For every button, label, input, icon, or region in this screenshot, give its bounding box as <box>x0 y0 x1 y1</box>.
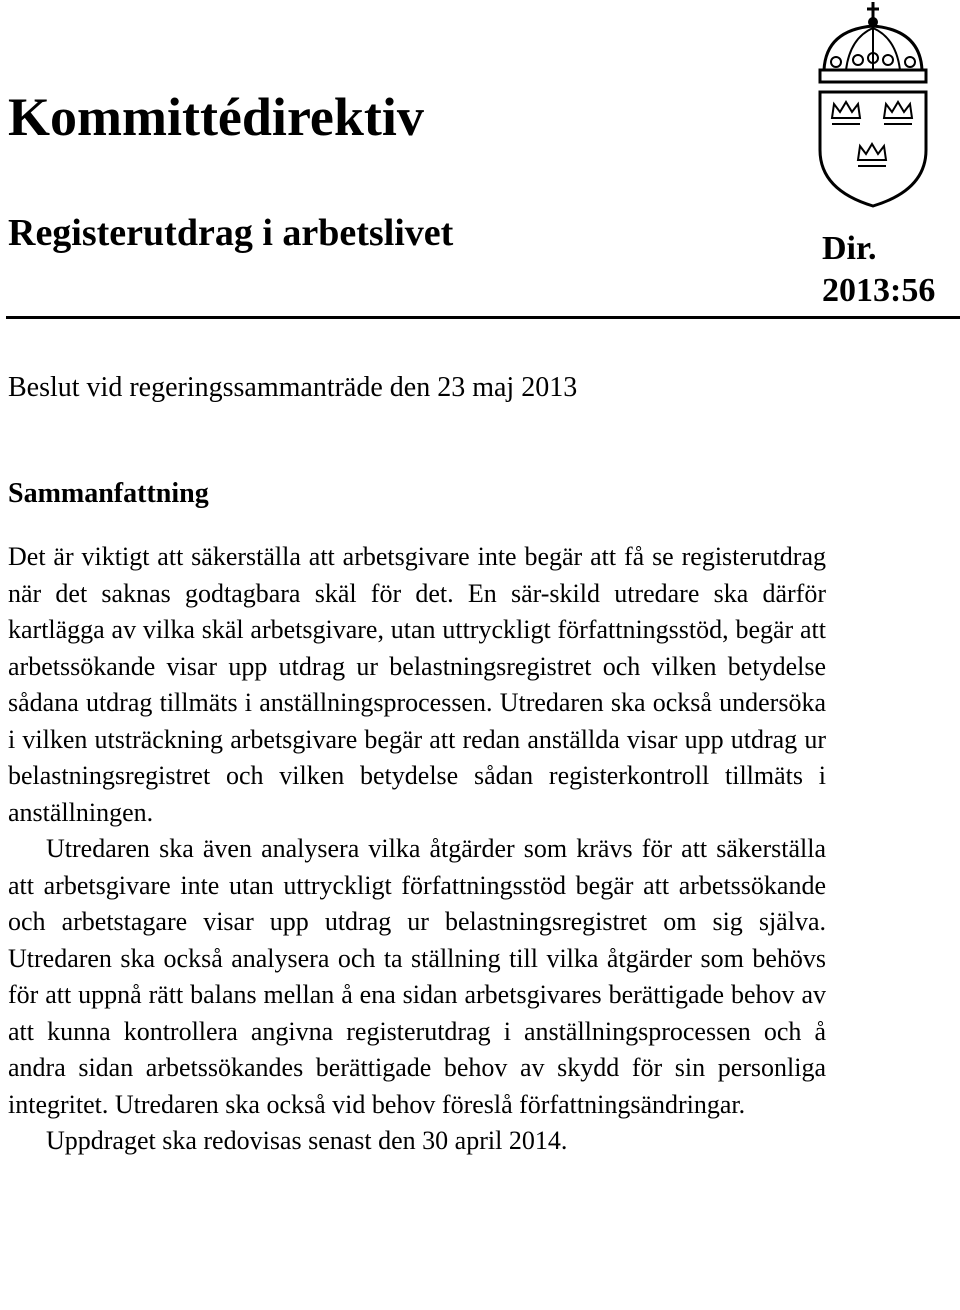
summary-paragraph-1: Det är viktigt att säkerställa att arbetsgivare inte begär att få se registerutdrag när det saknas godtagbara skäl för det. En sär-skild utredare ska därför kartlägga av vilka skäl arbetsgivare, utan uttryckligt författningsstöd, begär att arbetssökande visar upp utdrag ur belastningsregistret och vilken betydelse sådana utdrag tillmäts i anställningsprocessen. Utredaren ska också undersöka i vilken utsträckning arbetsgivare begär att redan anställda visar upp utdrag ur belastningsregistret och vilken betydelse sådan registerkontroll tillmäts i anställningen. <box>8 542 826 827</box>
header-divider <box>6 316 960 319</box>
directive-number: 2013:56 <box>822 272 936 309</box>
section-heading-summary: Sammanfattning <box>8 478 209 509</box>
page-subtitle: Registerutdrag i arbetslivet <box>8 212 454 254</box>
decision-line: Beslut vid regeringssammanträde den 23 maj 2013 <box>8 372 578 403</box>
directive-id <box>822 228 935 312</box>
directive-label: Dir. <box>822 230 877 267</box>
summary-paragraph-2: Utredaren ska även analysera vilka åtgärder som krävs för att säkerställa att arbetsgivare inte utan uttryckligt författningsstöd begär att arbetssökande och arbetstagare visar upp utdrag ur belastningsregistret om sig själva. Utredaren ska också analysera och ta ställning till vilka åtgärder som behövs för att uppnå rätt balans mellan å ena sidan arbetsgivares berättigade behov av att kunna kontrollera angivna registerutdrag i anställningsprocessen och å andra sidan arbetssökandes berättigade behov av skydd för sin personliga integritet. Utredaren ska också vid behov föreslå författningsändringar. <box>8 834 826 1119</box>
summary-paragraph-3: Uppdraget ska redovisas senast den 30 april 2014. <box>46 1126 568 1155</box>
page-title: Kommittédirektiv <box>8 87 424 147</box>
swedish-royal-crest-icon <box>806 0 940 210</box>
summary-body <box>8 539 826 1160</box>
